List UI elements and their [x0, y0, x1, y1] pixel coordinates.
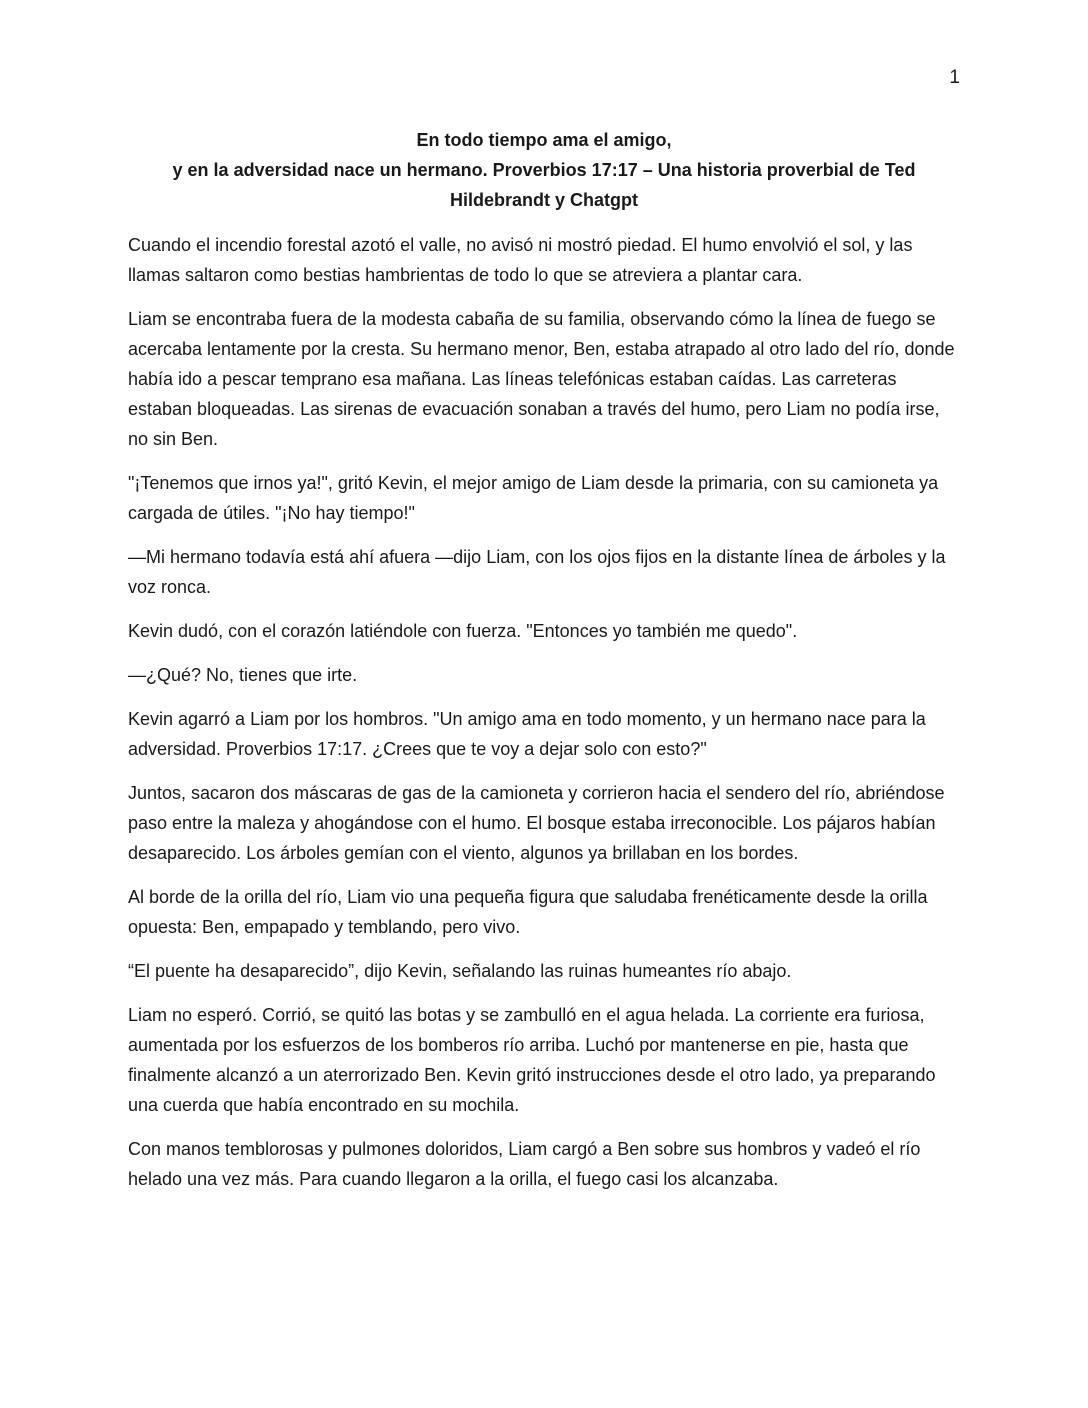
paragraph: Kevin agarró a Liam por los hombros. "Un amigo ama en todo momento, y un hermano nace para la adversidad. Proverbios 17:17. ¿Crees que te voy a dejar solo con esto?" — [128, 709, 926, 759]
paragraph: “El puente ha desaparecido”, dijo Kevin, señalando las ruinas humeantes río abajo. — [128, 961, 792, 981]
paragraph: Liam no esperó. Corrió, se quitó las botas y se zambulló en el agua helada. La corriente era furiosa, aumentada por los esfuerzos de los bomberos río arriba. Luchó por mantenerse en pie, hasta que finalmente alcanzó a un aterrorizado Ben. Kevin gritó instrucciones desde el otro lado, ya preparando una cuerda que había encontrado en su mochila. — [128, 1005, 936, 1115]
paragraph: —Mi hermano todavía está ahí afuera —dijo Liam, con los ojos fijos en la distante línea de árboles y la voz ronca. — [128, 547, 946, 597]
document-title — [128, 125, 960, 215]
paragraph: Juntos, sacaron dos máscaras de gas de la camioneta y corrieron hacia el sendero del río, abriéndose paso entre la maleza y ahogándose con el humo. El bosque estaba irreconocible. Los pájaros habían desaparecido. Los árboles gemían con el viento, algunos ya brillaban en los bordes. — [128, 783, 945, 863]
title-line-2: y en la adversidad nace un hermano. Proverbios 17:17 – Una historia proverbial de Ted — [172, 160, 916, 180]
paragraph: "¡Tenemos que irnos ya!", gritó Kevin, el mejor amigo de Liam desde la primaria, con su camioneta ya cargada de útiles. "¡No hay tiempo!" — [128, 473, 939, 523]
paragraph: Cuando el incendio forestal azotó el valle, no avisó ni mostró piedad. El humo envolvió el sol, y las llamas saltaron como bestias hambrientas de todo lo que se atreviera a plantar cara. — [128, 235, 913, 285]
paragraph: Con manos temblorosas y pulmones doloridos, Liam cargó a Ben sobre sus hombros y vadeó el río helado una vez más. Para cuando llegaron a la orilla, el fuego casi los alcanzaba. — [128, 1139, 921, 1189]
document-body — [128, 230, 960, 1208]
title-line-1: En todo tiempo ama el amigo, — [416, 130, 672, 150]
page-number: 1 — [949, 67, 960, 88]
paragraph: Kevin dudó, con el corazón latiéndole con fuerza. "Entonces yo también me quedo". — [128, 621, 798, 641]
title-line-3: Hildebrandt y Chatgpt — [450, 190, 638, 210]
paragraph: Al borde de la orilla del río, Liam vio una pequeña figura que saludaba frenéticamente desde la orilla opuesta: Ben, empapado y temblando, pero vivo. — [128, 887, 928, 937]
paragraph: Liam se encontraba fuera de la modesta cabaña de su familia, observando cómo la línea de fuego se acercaba lentamente por la cresta. Su hermano menor, Ben, estaba atrapado al otro lado del río, donde había ido a pescar temprano esa mañana. Las líneas telefónicas estaban caídas. Las carreteras estaban bloqueadas. Las sirenas de evacuación sonaban a través del humo, pero Liam no podía irse, no sin Ben. — [128, 309, 955, 449]
paragraph: —¿Qué? No, tienes que irte. — [128, 665, 358, 685]
